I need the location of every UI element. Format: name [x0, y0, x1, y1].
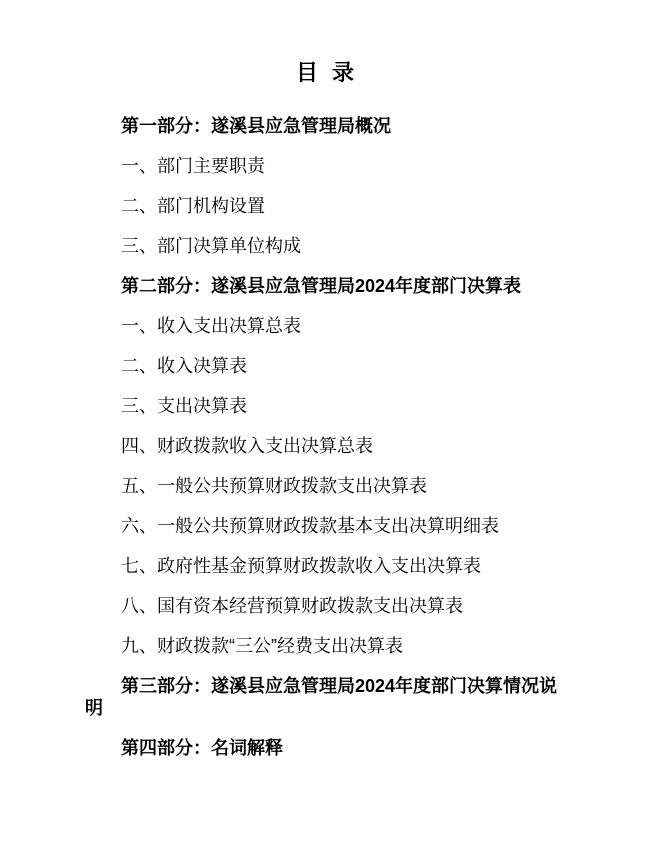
toc-item-org-setup: 二、部门机构设置: [121, 196, 265, 216]
toc-heading-part2: 第二部分：遂溪县应急管理局2024年度部门决算表: [121, 276, 522, 296]
toc-item-income-expenditure-summary: 一、收入支出决算总表: [121, 316, 301, 336]
toc-item-fiscal-appropriation-summary: 四、财政拨款收入支出决算总表: [121, 436, 373, 456]
toc-item-govt-fund-budget: 七、政府性基金预算财政拨款收入支出决算表: [121, 556, 481, 576]
toc-heading-part1: 第一部分：遂溪县应急管理局概况: [121, 116, 391, 136]
toc-item-three-public-funds: 九、财政拨款“三公”经费支出决算表: [121, 636, 403, 656]
toc-item-state-capital-budget: 八、国有资本经营预算财政拨款支出决算表: [121, 596, 463, 616]
toc-heading-part3: 第三部分：遂溪县应急管理局2024年度部门决算情况说明: [85, 676, 558, 718]
toc-item-general-public-budget-basic-expenditure-detail: 六、一般公共预算财政拨款基本支出决算明细表: [121, 516, 499, 536]
toc-heading-part4: 第四部分：名词解释: [121, 738, 283, 758]
toc-item-final-accounts-units: 三、部门决算单位构成: [121, 236, 301, 256]
toc-item-general-public-budget-expenditure: 五、一般公共预算财政拨款支出决算表: [121, 476, 427, 496]
toc-item-income-statement: 二、收入决算表: [121, 356, 247, 376]
toc-item-main-duties: 一、部门主要职责: [121, 156, 265, 176]
toc-item-expenditure-statement: 三、支出决算表: [121, 396, 247, 416]
page-title: 目 录: [295, 60, 356, 85]
